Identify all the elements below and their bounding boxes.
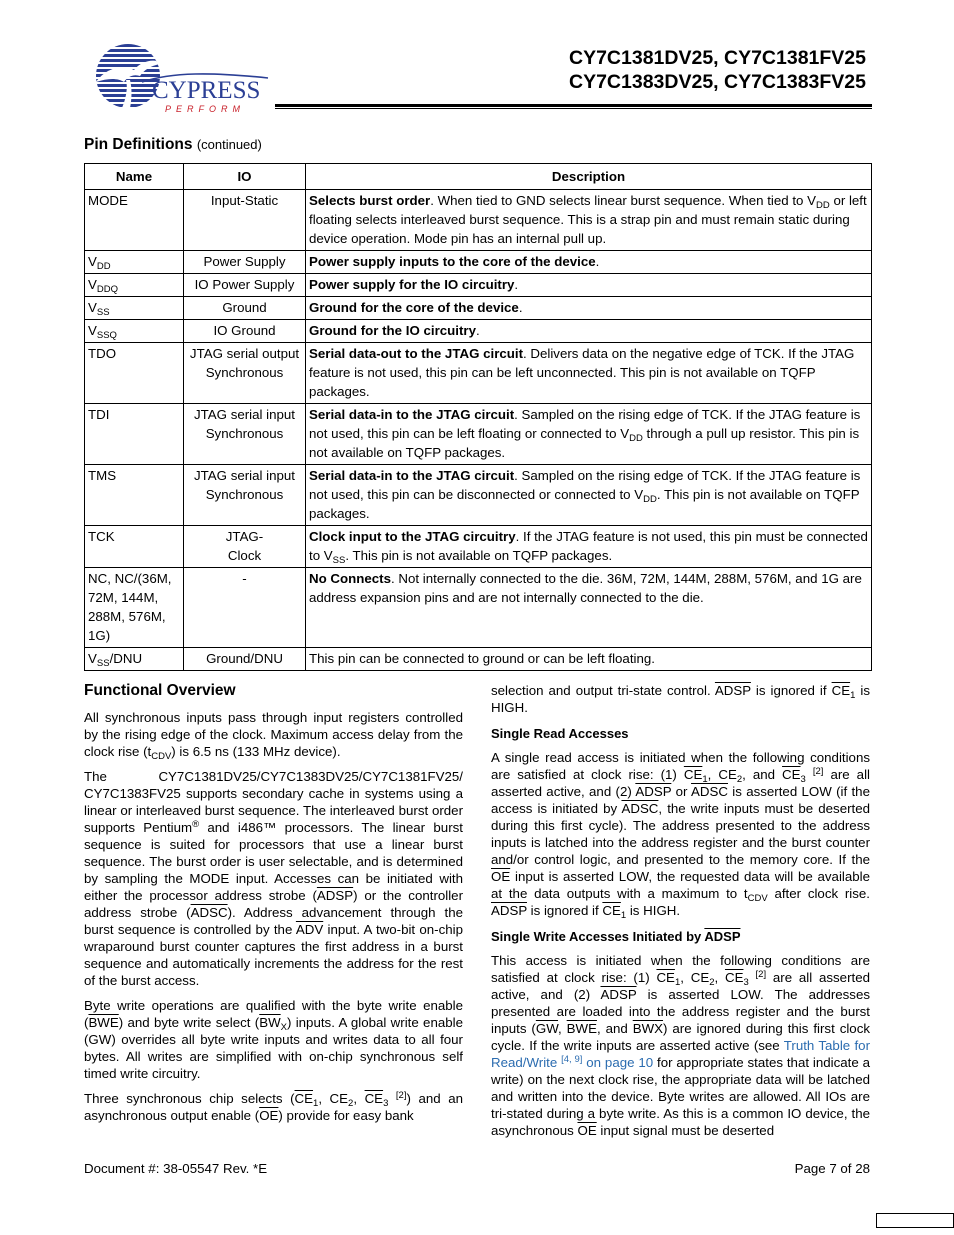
- header-io: IO: [184, 164, 306, 190]
- pin-description: Selects burst order. When tied to GND selects linear burst sequence. When tied to $V_{DD}$ or left floating selects interleaved burst sequence. This is a strap pin and must remain static during device operation. Mode pin has an internal pull up.: [306, 190, 872, 251]
- pin-io: JTAG serial input Synchronous: [184, 465, 306, 526]
- section-continued: (continued): [196, 137, 262, 152]
- table-row: [85, 568, 872, 648]
- pin-name: $V_{SS}$/DNU: [85, 648, 184, 671]
- functional-overview-title: Functional Overview: [84, 682, 236, 699]
- paragraph: The CY7C1381DV25/CY7C1383DV25/CY7C1381FV25/ CY7C1383FV25 supports secondary cache in systems using a linear or interleaved burst sequence. The interleaved burst order supports Pentium® and i486™ processors. The linear burst sequence is suited for processors that use a linear burst sequence. The burst order is user selectable, and is determined by sampling the MODE input. Accesses can be initiated with either the processor address strobe (ADSP) or the controller address strobe (ADSC). Address advancement through the burst sequence is controlled by the $\overline{ADV}$ input. A two-bit on-chip wraparound burst counter captures the first address in a burst sequence and automatically increments the address for the rest of the burst access.: [84, 769, 464, 988]
- pin-name: TDI: [85, 404, 184, 465]
- table-row: [85, 648, 872, 671]
- pin-io: -: [184, 568, 306, 648]
- single-read-title: Single Read Accesses: [491, 726, 629, 741]
- table-row: [85, 251, 872, 274]
- pin-description: Ground for the IO circuitry.: [306, 320, 872, 343]
- title-line-2: CY7C1383DV25, CY7C1383FV25: [568, 71, 866, 93]
- single-write-title: Single Write Accesses Initiated by ADSP: [491, 929, 741, 944]
- pin-name: $V_{SS}$: [85, 297, 184, 320]
- table-row: [85, 343, 872, 404]
- pin-io: IO Ground: [184, 320, 306, 343]
- pin-description: This pin can be connected to ground or can be left floating.: [306, 648, 872, 671]
- pin-description: Serial data-in to the JTAG circuit. Sampled on the rising edge of TCK. If the JTAG feature is not used, this pin can be disconnected or connected to $V_{DD}$. This pin is not available on TQFP packages.: [306, 465, 872, 526]
- pin-io: JTAG serial output Synchronous: [184, 343, 306, 404]
- table-row: [85, 526, 872, 568]
- table-header-row: [85, 164, 872, 190]
- header-description: Description: [306, 164, 872, 190]
- section-title-text: Pin Definitions: [84, 136, 193, 153]
- table-row: [85, 404, 872, 465]
- pin-io: IO Power Supply: [184, 274, 306, 297]
- pin-description: Ground for the core of the device.: [306, 297, 872, 320]
- pin-io: Input-Static: [184, 190, 306, 251]
- table-row: [85, 274, 872, 297]
- paragraph: Byte write operations are qualified with the byte write enable $(\overline{BWE})$ and byte write select $(\overline{BW}_X)$ inputs. A global write enable (GW) overrides all byte write inputs and writes data to all four bytes. All writes are simplified with on-chip synchronous self timed write circuitry.: [84, 998, 463, 1081]
- pin-name: $V_{DDQ}$: [85, 274, 184, 297]
- table-row: [85, 297, 872, 320]
- document-title: [569, 46, 866, 94]
- paragraph: selection and output tri-state control. ADSP is ignored if $\overline{CE}_1$ is HIGH.: [491, 683, 870, 715]
- left-column: [84, 682, 463, 1132]
- table-row: [85, 320, 872, 343]
- pin-definitions-table: [84, 163, 872, 671]
- title-line-1: CY7C1381DV25, CY7C1381FV25: [568, 47, 866, 69]
- paragraph: This access is initiated when the following conditions are satisfied at clock rise: (1) $\overline{CE}_1$, $CE_2$, $\overline{CE}_3$ [2] are all asserted active, and (2) ADSP is asserted LOW. The addresses presented are loaded into the address register and the burst inputs ($\overline{GW}$, $\overline{BWE}$, and $\overline{BWX}$) are ignored during this first clock cycle. If the write inputs are asserted active (see Truth Table for Read/Write [4, 9] on page 10 for appropriate states that indicate a write) on the next clock rise, the appropriate data will be latched and written into the device. Byte writes are allowed. All IOs are tri-stated during a byte write. As this is a common IO device, the asynchronous $\overline{OE}$ input signal must be deserted: [491, 953, 871, 1138]
- pin-io: Power Supply: [184, 251, 306, 274]
- pin-description: No Connects. Not internally connected to the die. 36M, 72M, 144M, 288M, 576M, and 1G are address expansion pins and are not internally connected to the die.: [306, 568, 872, 648]
- pin-name: MODE: [85, 190, 184, 251]
- pin-description: Serial data-in to the JTAG circuit. Sampled on the rising edge of TCK. If the JTAG feature is not used, this pin can be left floating or connected to $V_{DD}$ through a pull up resistor. This pin is not available on TQFP packages.: [306, 404, 872, 465]
- truth-table-link[interactable]: Truth Table for Read/Write [4, 9] on page 10: [491, 1038, 871, 1070]
- paragraph: A single read access is initiated when the following conditions are satisfied at clock rise: (1) $\overline{CE}_1$, $CE_2$, and $\overline{CE}_3$ [2] are all asserted active, and (2) ADSP or ADSC is asserted LOW (if the access is initiated by ADSC, the write inputs must be deserted during this first cycle). The address presented to the address inputs is latched into the address register and the burst counter and/or control logic, and presented to the memory core. If the $\overline{OE}$ input is asserted LOW, the requested data will be available at the data outputs with a maximum to $t_{CDV}$ after clock rise. ADSP is ignored if $\overline{CE}_1$ is HIGH.: [491, 750, 870, 921]
- header-rule: [275, 104, 872, 107]
- pin-name: $V_{DD}$: [85, 251, 184, 274]
- table-row: [85, 465, 872, 526]
- footer-doc-number: Document #: 38-05547 Rev. *E: [84, 1161, 268, 1176]
- header-name: Name: [85, 164, 184, 190]
- pin-description: Clock input to the JTAG circuitry. If the JTAG feature is not used, this pin must be connected to $V_{SS}$. This pin is not available on TQFP packages.: [306, 526, 872, 568]
- footer-page-number: Page 7 of 28: [794, 1161, 870, 1176]
- pin-name: TMS: [85, 465, 184, 526]
- pin-io: Ground/DNU: [184, 648, 306, 671]
- pin-name: TDO: [85, 343, 184, 404]
- pin-name: $V_{SSQ}$: [85, 320, 184, 343]
- table-row: [85, 190, 872, 251]
- section-title: [84, 136, 262, 154]
- pin-description: Serial data-out to the JTAG circuit. Delivers data on the negative edge of TCK. If the JTAG feature is not used, this pin can be left unconnected. This pin is not available on TQFP packages.: [306, 343, 872, 404]
- right-column: [491, 682, 870, 1147]
- pin-description: Power supply inputs to the core of the device.: [306, 251, 872, 274]
- pin-description: Power supply for the IO circuitry.: [306, 274, 872, 297]
- pin-io: JTAG serial input Synchronous: [184, 404, 306, 465]
- logo-wordmark: CYPRESS: [152, 77, 261, 104]
- feedback-box[interactable]: [876, 1213, 954, 1228]
- paragraph: Three synchronous chip selects ($\overline{CE}_1$, $CE_2$, $\overline{CE}_3$ [2]) and an asynchronous output enable $(\overline{OE})$ provide for easy bank: [84, 1090, 463, 1123]
- paragraph: All synchronous inputs pass through input registers controlled by the rising edge of the clock. Maximum access delay from the clock rise $(t_{CDV})$ is 6.5 ns (133 MHz device).: [84, 710, 463, 762]
- pin-io: Ground: [184, 297, 306, 320]
- pin-name: TCK: [85, 526, 184, 568]
- pin-io: JTAG- Clock: [184, 526, 306, 568]
- header-rule-thin: [275, 108, 872, 109]
- pin-name: NC, NC/(36M, 72M, 144M, 288M, 576M, 1G): [85, 568, 184, 648]
- logo-tagline: PERFORM: [165, 104, 245, 114]
